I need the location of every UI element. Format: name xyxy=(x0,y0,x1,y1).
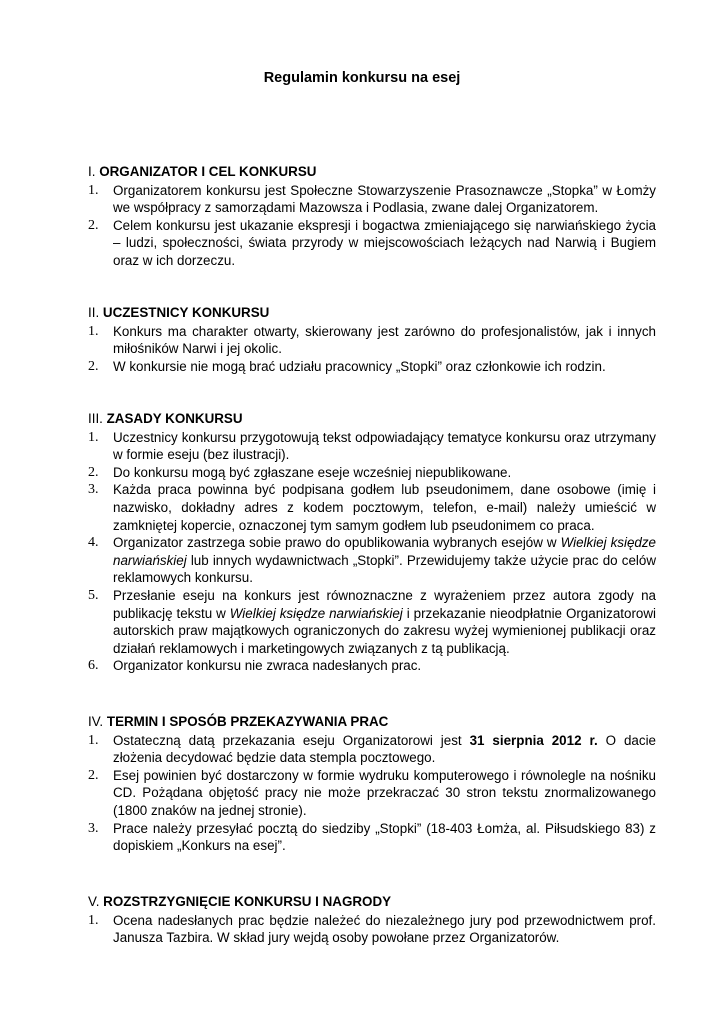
document-title: Regulamin konkursu na esej xyxy=(263,70,461,86)
section-title: TERMIN I SPOSÓB PRZEKAZYWANIA PRAC xyxy=(106,714,389,729)
list-item xyxy=(88,820,656,855)
text-fragment: Prace należy przesyłać pocztą do siedziby „Stopki” (18-403 Łomża, al. Piłsudskiego 83) z dopiskiem „Konkurs na esej”. xyxy=(113,820,656,854)
list-item-number: 2. xyxy=(88,358,99,374)
numbered-list xyxy=(88,912,656,947)
list-item xyxy=(88,323,656,358)
list-item-text xyxy=(113,183,656,216)
text-fragment: Do konkursu mogą być zgłaszane eseje wcześniej niepublikowane. xyxy=(113,464,512,480)
text-fragment: Ostateczną datą przekazania eseju Organizatorowi jest xyxy=(113,732,470,748)
text-fragment: Przesłanie eseju na konkurs jest równoznaczne z wyrażeniem przez autora zgody na publikację tekstu w xyxy=(113,587,656,621)
list-item-number: 1. xyxy=(88,732,99,748)
text-fragment: Esej powinien być dostarczony w formie wydruku komputerowego i równolegle na nośniku CD. Pożądana objętość pracy nie może przekraczać 30 stron tekstu znormalizowanego (1800 znaków na jednej stronie). xyxy=(113,767,656,818)
list-item-number: 5. xyxy=(88,587,99,603)
text-fragment: Każda praca powinna być podpisana godłem lub pseudonimem, dane osobowe (imię i nazwisko, dokładny adres z kodem pocztowym, telefon, e-mail) należy umieścić w zamkniętej kopercie, oznaczonej tym samym godłem lub pseudonimem co praca. xyxy=(113,482,656,533)
list-item xyxy=(88,587,656,657)
text-fragment: Organizatorem konkursu jest Społeczne Stowarzyszenie Prasoznawcze „Stopka” w Łomży we współpracy z samorządami Mazowsza i Podlasia, zwane dalej Organizatorem. xyxy=(113,182,656,216)
numbered-list xyxy=(88,182,656,270)
list-item xyxy=(88,464,656,482)
section-termin xyxy=(88,713,656,855)
text-fragment: Ocena nadesłanych prac będzie należeć do niezależnego jury pod przewodnictwem prof. Janusza Tazbira. W skład jury wejdą osoby powołane przez Organizatorów. xyxy=(113,912,656,946)
bold-date: 31 sierpnia 2012 r. xyxy=(469,732,598,748)
section-organizator xyxy=(88,163,656,270)
list-item-number: 3. xyxy=(88,482,99,498)
list-item-text xyxy=(113,324,656,357)
text-fragment: lub innych wydawnictwach „Stopki”. Przewidujemy także użycie prac do celów reklamowych konkursu. xyxy=(113,552,656,586)
section-title: ORGANIZATOR I CEL KONKURSU xyxy=(99,164,317,179)
list-item-text xyxy=(113,535,656,585)
section-title: UCZESTNICY KONKURSU xyxy=(102,305,270,320)
list-item-number: 1. xyxy=(88,182,99,198)
list-item xyxy=(88,657,656,675)
section-heading xyxy=(88,713,656,731)
section-heading xyxy=(88,893,656,911)
list-item-number: 2. xyxy=(88,767,99,783)
list-item-number: 1. xyxy=(88,323,99,339)
section-zasady xyxy=(88,410,656,675)
list-item xyxy=(88,481,656,534)
list-item-number: 1. xyxy=(88,429,99,445)
section-number: V. xyxy=(88,894,100,909)
section-number: II. xyxy=(88,305,100,320)
list-item xyxy=(88,182,656,217)
text-fragment: Konkurs ma charakter otwarty, skierowany jest zarówno do profesjonalistów, jak i innych miłośników Narwi i jej okolic. xyxy=(113,323,656,357)
section-rozstrzygniecie xyxy=(88,893,656,947)
list-item-text xyxy=(113,733,656,766)
text-fragment: Uczestnicy konkursu przygotowują tekst odpowiadający tematyce konkursu oraz utrzymany w formie eseju (bez ilustracji). xyxy=(113,429,656,463)
list-item-number: 3. xyxy=(88,820,99,836)
text-fragment: i przekazanie nieodpłatnie Organizatorowi autorskich praw majątkowych ograniczonych do zakresu wyżej wymienionej publikacji oraz działań reklamowych i marketingowych związanych z tą publikacją. xyxy=(113,605,656,656)
list-item xyxy=(88,912,656,947)
list-item-text xyxy=(113,218,656,268)
list-item-text xyxy=(113,658,421,673)
section-number: III. xyxy=(88,411,103,426)
list-item-text xyxy=(113,430,656,463)
italic-title: Wielkiej księdze narwiańskiej xyxy=(113,535,656,568)
text-fragment: Celem konkursu jest ukazanie ekspresji i bogactwa zmieniającego się narwiańskiego życia – ludzi, społeczności, świata przyrody w miejscowościach leżących nad Narwią i Bugiem oraz w ich dorzeczu. xyxy=(113,217,656,268)
list-item xyxy=(88,429,656,464)
list-item-number: 6. xyxy=(88,658,99,674)
list-item-text xyxy=(113,913,656,946)
section-number: I. xyxy=(88,164,96,179)
list-item-text xyxy=(113,465,511,480)
list-item-number: 4. xyxy=(88,535,99,551)
section-heading xyxy=(88,163,656,181)
section-title: ZASADY KONKURSU xyxy=(106,411,243,426)
numbered-list xyxy=(88,429,656,675)
list-item-number: 2. xyxy=(88,464,99,480)
text-fragment: Organizator konkursu nie zwraca nadesłanych prac. xyxy=(113,658,422,674)
list-item-text xyxy=(113,768,656,818)
list-item-text xyxy=(113,482,656,532)
list-item-text xyxy=(113,359,606,374)
numbered-list xyxy=(88,323,656,376)
italic-title: Wielkiej księdze narwiańskiej xyxy=(229,605,403,621)
text-fragment: W konkursie nie mogą brać udziału pracownicy „Stopki” oraz członkowie ich rodzin. xyxy=(113,358,606,374)
section-title: ROZSTRZYGNIĘCIE KONKURSU I NAGRODY xyxy=(103,894,392,909)
section-heading xyxy=(88,410,656,428)
section-number: IV. xyxy=(88,714,104,729)
list-item-text xyxy=(113,588,656,656)
list-item xyxy=(88,732,656,767)
numbered-list xyxy=(88,732,656,855)
list-item-number: 2. xyxy=(88,217,99,233)
list-item-number: 1. xyxy=(88,912,99,928)
list-item xyxy=(88,534,656,587)
section-heading xyxy=(88,304,656,322)
text-fragment: Organizator zastrzega sobie prawo do opublikowania wybranych esejów w xyxy=(113,535,561,551)
section-uczestnicy xyxy=(88,304,656,375)
list-item xyxy=(88,358,656,376)
text-fragment: O dacie złożenia decydować będzie data stempla pocztowego. xyxy=(113,732,656,766)
list-item xyxy=(88,217,656,270)
list-item xyxy=(88,767,656,820)
list-item-text xyxy=(113,821,656,854)
